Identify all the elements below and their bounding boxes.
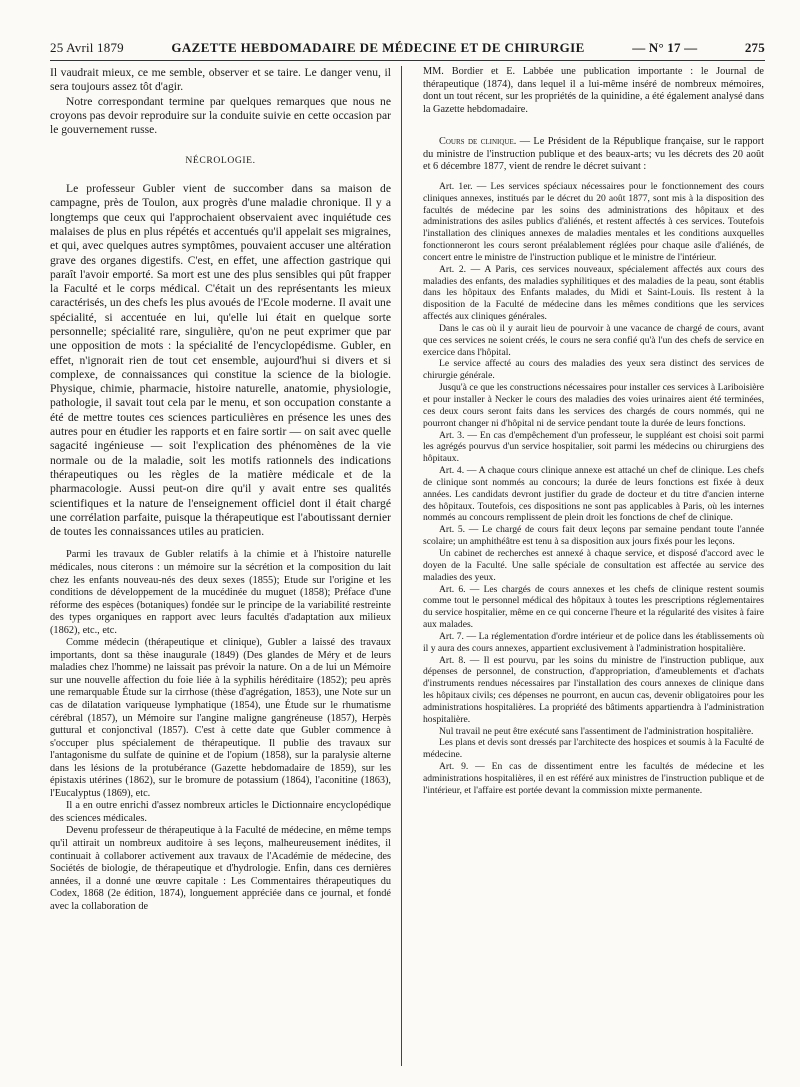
issue-number: — N° 17 — (632, 40, 698, 55)
cours-intro (423, 136, 764, 174)
works-paragraph: Devenu professeur de thérapeutique à la Faculté de médecine, en même temps qu'il attirait un nombreux auditoire à ses leçons, malheureusement inédites, il continuait à collaborer activement aux travaux de l'Académie de médecine, des Sociétés de biologie, de thérapeutique et d'hydrologie. Enfin, dans ces dernières années, il a donné une œuvre capitale : Les Commentaires thérapeutiques du Codex, 1868 (2e édition, 1874), longuement appréciée dans ce journal, et fondé avec la collaboration de (50, 825, 391, 912)
decree-article: Art. 9. — En cas de dissentiment entre les facultés de médecine et les administrations hospitalières, il en est référé aux ministres de l'instruction publique et de l'intérieur, et l'affaire est portée devant la commission mixte permanente. (423, 761, 764, 796)
decree-paragraph: Nul travail ne peut être exécuté sans l'assentiment de l'administration hospitalière. (439, 725, 754, 737)
decree-article: Art. 1er. — Les services spéciaux nécessaires pour le fonctionnement des cours cliniques annexes, institués par le décret du 20 août 1877, sont mis à la disposition des facultés de médecine par les soins des administrations des hôpitaux et des administrations des asiles publics d'aliénés, et restent affectés à ces services. Toutefois l'installation des cliniques annexes de maladies mentales et les conditions auxquelles fonctionneront les cours seront préalablement réglées pour chaque asile d'aliénés, de concert entre le ministre de l'instruction publique et le ministre de l'intérieur. (423, 180, 764, 263)
decree-body (423, 181, 764, 797)
decree-article: Art. 2. — A Paris, ces services nouveaux, spécialement affectés aux cours des maladies des enfants, des maladies syphilitiques et des maladies de la peau, sont établis dans les hôpitaux des Enfants malades, du Midi et Saint-Louis. Ils restent à la disposition de la Faculté de médecine dans les mêmes conditions que les services affectés aux cliniques générales. (423, 263, 764, 323)
column-divider (401, 66, 402, 1066)
decree-article: Art. 8. — Il est pourvu, par les soins du ministre de l'instruction publique, aux dépenses de personnel, de construction, d'appropriation, d'ameublements et d'achats d'instruments rendues nécessaires par l'installation des cours annexes de clinique dans les hôpitaux civils; ces dépenses ne pourront, en aucun cas, devenir obligatoires pour les administrations hospitalières. La propriété des bâtiments appartiendra à l'administration hospitalière. (423, 654, 764, 725)
decree-article: Art. 6. — Les chargés de cours annexes et les chefs de clinique restent soumis comme tout le personnel médical des hôpitaux à toutes les prescriptions réglementaires du service hospitalier, même en ce qui concerne l'heure et la régularité des visites à faire aux malades. (423, 583, 764, 631)
decree-article: Art. 4. — A chaque cours clinique annexe est attaché un chef de clinique. Les chefs de clinique sont nommés au concours; la durée de leurs fonctions est fixée à deux années. Les candidats devront justifier du grade de docteur et du titre d'ancien interne des hôpitaux. Toutefois, ces dispositions ne sont pas applicables à Paris, où les internes nommés au concours remplissent de plein droit les fonctions de chef de clinique. (423, 465, 764, 524)
page-header (50, 40, 765, 56)
page-number: 275 (744, 40, 765, 55)
works-paragraph: Il a en outre enrichi d'assez nombreux articles le Dictionnaire encyclopédique des sciences médicales. (50, 800, 391, 824)
decree-paragraph: Un cabinet de recherches est annexé à chaque service, et disposé d'accord avec le doyen de la Faculté. Une salle spéciale de consultation est affectée au service des maladies des yeux. (423, 547, 764, 583)
header-rule (50, 60, 765, 61)
cours-lead: Cours de clinique. (439, 136, 517, 148)
decree-paragraph: Jusqu'à ce que les constructions nécessaires pour installer ces services à Lariboisière et pour installer à Necker le cours des maladies des voies urinaires aient été terminées, ces deux cours seront faits dans les services des chargés de cours nommés, qui ne pourront changer ni d'hôpital ni de service pendant toute la durée de leurs fonctions. (423, 382, 764, 429)
decree-article: Art. 7. — La réglementation d'ordre intérieur et de police dans les établissements où il y aura des cours annexes, appartient exclusivement à l'administration hospitalière. (423, 630, 764, 654)
decree-paragraph: Les plans et devis sont dressés par l'architecte des hospices et soumis à la Faculté de médecine. (423, 737, 764, 761)
decree-article: Art. 5. — Le chargé de cours fait deux leçons par semaine pendant toute l'année scolaire; un amphithéâtre est tenu à sa disposition aux jours fixés pour les leçons. (423, 524, 764, 548)
intro-paragraph: Il vaudrait mieux, ce me semble, observer et se taire. Le danger venu, il sera toujours assez tôt d'agir. (50, 66, 391, 94)
right-column (423, 66, 764, 797)
header-date: 25 Avril 1879 (50, 40, 124, 55)
decree-article: Art. 3. — En cas d'empêchement d'un professeur, le suppléant est choisi soit parmi les agrégés pourvus d'un service hospitalier, soit parmi les médecins ou chirurgiens des hôpitaux. (423, 429, 764, 465)
left-column (50, 66, 391, 913)
works-paragraph: Comme médecin (thérapeutique et clinique), Gubler a laissé des travaux importants, dont sa thèse inaugurale (1849) (Des glandes de Méry et de leurs maladies chez l'homme) ne laissait pas prévoir la nature. On a de lui un Mémoire sur une nouvelle affection du foie liée à la syphilis héréditaire (1852); peu après une remarquable Étude sur la cirrhose (thèse d'agrégation, 1853), une Note sur un cas de dilatation variqueuse lymphatique (1854), une Étude sur le rhumatisme cérébral (1857), un Mémoire sur l'angine maligne gangréneuse (1857), Herpès guttural et conjonctival (1857). C'est à cette date que Gubler commence à s'occuper plus spécialement de thérapeutique. Il publie des travaux sur l'antagonisme du sulfate de quinine et de l'opium (1858), sur la paralysie alterne dans les lésions de la protubérance (Gazette hebdomadaire de 1859), sur les épistaxis utérines (1862), sur le bromure de potassium (1864), l'aconitine (1863), l'Eucalyptus (1869), etc. (50, 637, 391, 799)
cours-intro-text: — Le Président de la République française, sur le rapport du ministre de l'instruction publique et des beaux-arts; vu les décrets des 20 août et 6 décembre 1877, vient de rendre le décret suivant : (423, 136, 764, 173)
continued-paragraph: MM. Bordier et E. Labbée une publication importante : le Journal de thérapeutique (1874), dans lequel il a lui-même inséré de nombreux mémoires, dont un tout récent, sur les propriétés de la quinidine, a été également analysé dans la Gazette hebdomadaire. (423, 66, 764, 115)
necrology-paragraph: Le professeur Gubler vient de succomber dans sa maison de campagne, près de Toulon, aux progrès d'une maladie chronique. Il y a longtemps que ceux qui l'approchaient observaient avec inquiétude ces malaises de plus en plus répétés et accentués qu'il appelait ses migraines, et qui, avec quelques autres symptômes, pouvaient accuser une altération grave des organes digestifs. C'est, en effet, une affection gastrique qui paraît l'avoir emporté. Sa mort est une des plus sensibles qui pût frapper la Faculté et le corps médical. C'était un des représentants les mieux caractérisés, un des chefs les plus avoués de l'Ecole moderne. Il avait une spécialité, si accentuée en lui, qu'elle lui était en quelque sorte personnelle; spécialité rare, singulière, qu'on ne peut exprimer que par une opposition de mots : la spécialité de l'encyclopédisme. Gubler, en effet, n'ignorait rien de tout cet ensemble, aujourd'hui si divers et si complexe, de connaissances qui constitue la science de la biologie. Physique, chimie, pharmacie, histoire naturelle, anatomie, physiologie, pathologie, il savait tout cela par le menu, et son occupation constante a été de mettre toutes ces sciences particulières en présence les unes des autres pour en étudier les rapports et en faire sortir — on sait avec quelle sagacité ingénieuse — soit l'explication des phénomènes de la vie normale ou de la maladie, soit les motifs rationnels des indications thérapeutiques ou les règles de la matière médicale et de la pharmacologie. Aussi peut-on dire qu'il y avait entre ses qualités scientifiques et la nature de l'enseignement officiel dont il était chargé une corrélation parfaite, puisque la thérapeutique est l'aboutissant dernier de toutes les connaissances utiles au praticien. (50, 182, 391, 539)
decree-paragraph: Dans le cas où il y aurait lieu de pourvoir à une vacance de chargé de cours, avant que ces services ne soient créés, le cours ne sera confié qu'à l'un des chefs de service en exercice dans l'hôpital. (423, 322, 764, 358)
intro-paragraph: Notre correspondant termine par quelques remarques que nous ne croyons pas devoir reproduire sur la conduite suivie en cette occasion par le gouvernement russe. (50, 94, 391, 137)
decree-paragraph: Le service affecté au cours des maladies des yeux sera distinct des services de chirurgie générale. (423, 358, 764, 382)
works-paragraph: Parmi les travaux de Gubler relatifs à la chimie et à l'histoire naturelle médicales, nous citerons : un mémoire sur la sécrétion et la composition du lait chez les enfants nouveau-nés des deux sexes (1855); Etude sur l'origine et les conditions de développement de la mucédinée du muguet (1858); Préface d'une réforme des espèces (botaniques) fondée sur le principe de la variabilité restreinte des types organiques en rapport avec leurs facultés d'adaptation aux milieux (1862), etc., etc. (50, 549, 391, 636)
journal-title: GAZETTE HEBDOMADAIRE DE MÉDECINE ET DE CHIRURGIE (171, 40, 585, 55)
necrology-heading: NÉCROLOGIE. (185, 155, 256, 167)
